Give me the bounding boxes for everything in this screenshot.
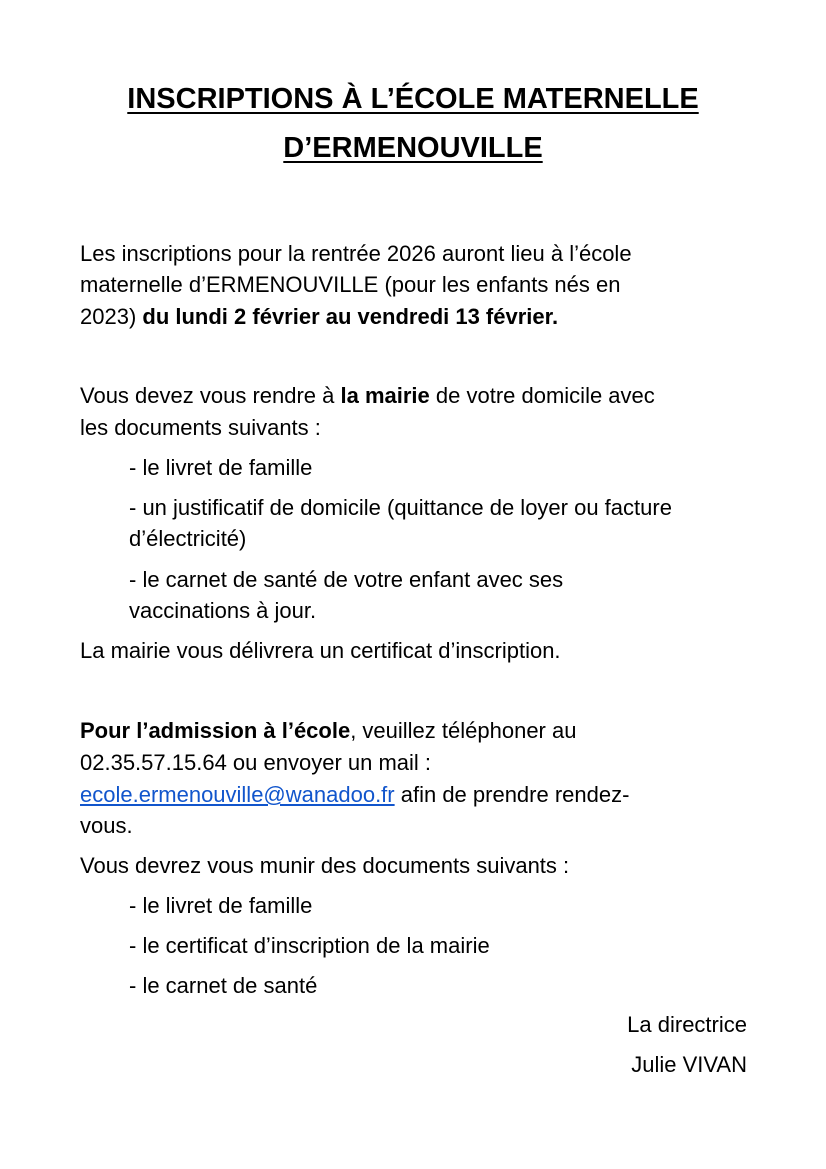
mairie-doc-item-cont: d’électricité) bbox=[129, 526, 247, 551]
mairie-doc-item: - un justificatif de domicile (quittance de loyer ou facture bbox=[129, 495, 672, 520]
admission-emphasis: Pour l’admission à l’école bbox=[80, 718, 351, 743]
page-title-line-2: D’ERMENOUVILLE bbox=[283, 132, 543, 164]
admission-line-1: Pour l’admission à l’école, veuillez téléphoner au bbox=[80, 718, 577, 743]
mairie-doc-item: - le carnet de santé de votre enfant avec ses bbox=[129, 567, 564, 592]
email-link[interactable]: ecole.ermenouville@wanadoo.fr bbox=[80, 782, 395, 807]
certificate-note: La mairie vous délivrera un certificat d’inscription. bbox=[80, 638, 561, 663]
signature-name: Julie VIVAN bbox=[631, 1052, 747, 1077]
mairie-emphasis: la mairie bbox=[340, 383, 430, 408]
school-doc-item: - le livret de famille bbox=[129, 893, 313, 918]
school-doc-item: - le certificat d’inscription de la mairie bbox=[129, 933, 490, 958]
docs-intro: Vous devrez vous munir des documents suivants : bbox=[80, 853, 570, 878]
page-title-line-1: INSCRIPTIONS À L’ÉCOLE MATERNELLE bbox=[127, 83, 699, 115]
admission-line-2: 02.35.57.15.64 ou envoyer un mail : bbox=[80, 750, 432, 775]
intro-line-1: Les inscriptions pour la rentrée 2026 auront lieu à l’école bbox=[80, 241, 632, 266]
mairie-doc-item-cont: vaccinations à jour. bbox=[129, 598, 317, 623]
enrollment-dates: du lundi 2 février au vendredi 13 février. bbox=[142, 304, 559, 329]
admission-line-4: vous. bbox=[80, 813, 133, 838]
intro-line-2: maternelle d’ERMENOUVILLE (pour les enfants nés en bbox=[80, 272, 621, 297]
admission-line-3: ecole.ermenouville@wanadoo.fr afin de prendre rendez- bbox=[80, 782, 630, 807]
mairie-line-2: les documents suivants : bbox=[80, 415, 321, 440]
intro-line-3: 2023) du lundi 2 février au vendredi 13 février. bbox=[80, 304, 559, 329]
signature-role: La directrice bbox=[627, 1012, 747, 1037]
school-doc-item: - le carnet de santé bbox=[129, 973, 318, 998]
mairie-doc-item: - le livret de famille bbox=[129, 455, 313, 480]
mairie-line-1: Vous devez vous rendre à la mairie de votre domicile avec bbox=[80, 383, 655, 408]
